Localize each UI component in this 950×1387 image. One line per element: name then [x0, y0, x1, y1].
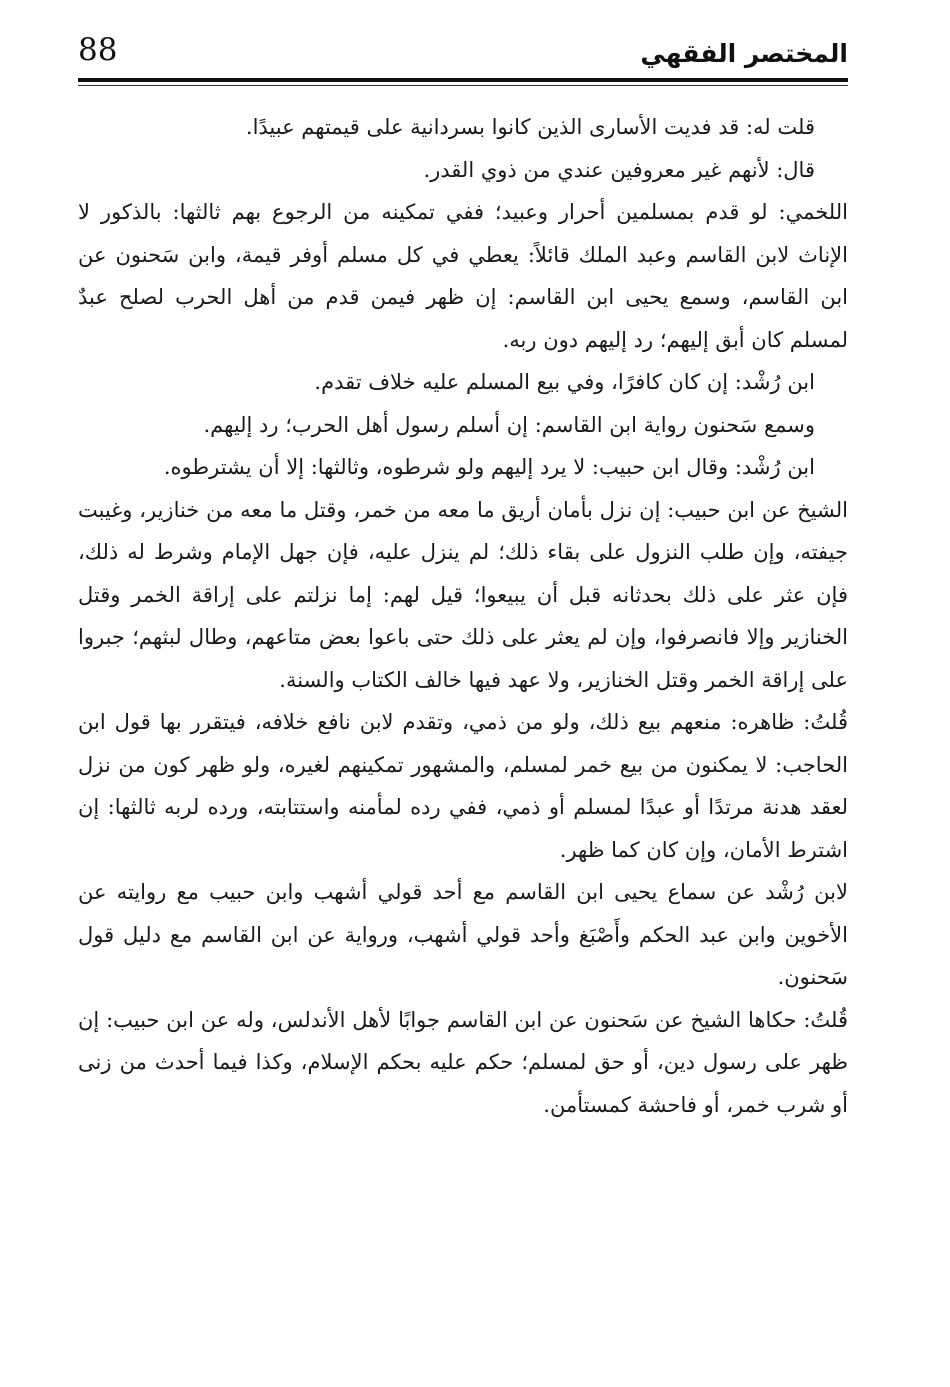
paragraph: ابن رُشْد: إن كان كافرًا، وفي بيع المسلم عليه خلاف تقدم. — [314, 370, 815, 394]
paragraph: الشيخ عن ابن حبيب: إن نزل بأمان أريق ما معه من خمر، وقتل ما معه من خنازير، وغيبت جيفته، وإن طلب النزول على بقاء ذلك؛ لم ينزل عليه، فإن جهل الإمام وشرط له ذلك، فإن عثر على ذلك بحدثانه قبل أن يبيعوا؛ قيل لهم: إما نزلتم على إراقة الخمر وقتل الخنازير وإلا فانصرفوا، وإن لم يعثر على ذلك حتى باعوا بعض متاعهم، وطال لبثهم؛ جبروا على إراقة الخمر وقتل الخنازير، ولا عهد فيها خالف الكتاب والسنة. — [78, 497, 848, 692]
paragraph: قلت له: قد فديت الأسارى الذين كانوا بسردانية على قيمتهم عبيدًا. — [245, 115, 815, 139]
paragraph: قُلتُ: ظاهره: منعهم بيع ذلك، ولو من ذمي، وتقدم لابن نافع خلافه، فيتقرر بها قول ابن الحاجب: لا يمكنون من بيع خمر لمسلم، والمشهور تمكينهم لغيره، ولو ظهر كون من نزل لعقد هدنة مرتدًا أو عبدًا لمسلم أو ذمي، ففي رده لمأمنه واستتابته، ورده لربه ثالثها: إن اشترط الأمان، وإن كان كما ظهر. — [78, 710, 848, 862]
body-text — [78, 106, 848, 1126]
header-rule — [78, 78, 848, 82]
page-header — [78, 28, 848, 78]
header-rule-thin — [78, 85, 848, 86]
paragraph: وسمع سَحنون رواية ابن القاسم: إن أسلم رسول أهل الحرب؛ رد إليهم. — [203, 412, 815, 437]
paragraph: لابن رُشْد عن سماع يحيى ابن القاسم مع أحد قولي أشهب وابن حبيب مع روايته عن الأخوين وابن عبد الحكم وأَصْبَغ وأحد قولي أشهب، ورواية عن ابن القاسم مع دليل قول سَحنون. — [78, 880, 848, 989]
paragraph: اللخمي: لو قدم بمسلمين أحرار وعبيد؛ ففي تمكينه من الرجوع بهم ثالثها: بالذكور لا الإناث لابن القاسم وعبد الملك قائلاً: يعطي في كل مسلم أوفر قيمة، وابن سَحنون عن ابن القاسم، وسمع يحيى ابن القاسم: إن ظهر فيمن قدم من أهل الحرب لصلح عبدٌ لمسلم كان أبق إليهم؛ رد إليهم دون ربه. — [78, 200, 848, 352]
page-number: 88 — [78, 32, 118, 68]
paragraph: قال: لأنهم غير معروفين عندي من ذوي القدر. — [423, 157, 815, 182]
paragraph: ابن رُشْد: وقال ابن حبيب: لا يرد إليهم ولو شرطوه، وثالثها: إلا أن يشترطوه. — [163, 455, 815, 479]
paragraph: قُلتُ: حكاها الشيخ عن سَحنون عن ابن القاسم جوابًا لأهل الأندلس، وله عن ابن حبيب: إن ظهر على رسول دين، أو حق لمسلم؛ حكم عليه بحكم الإسلام، وكذا فيما أحدث من زنى أو شرب خمر، أو فاحشة كمستأمن. — [78, 1007, 849, 1117]
running-title: المختصر الفقهي — [640, 39, 848, 68]
